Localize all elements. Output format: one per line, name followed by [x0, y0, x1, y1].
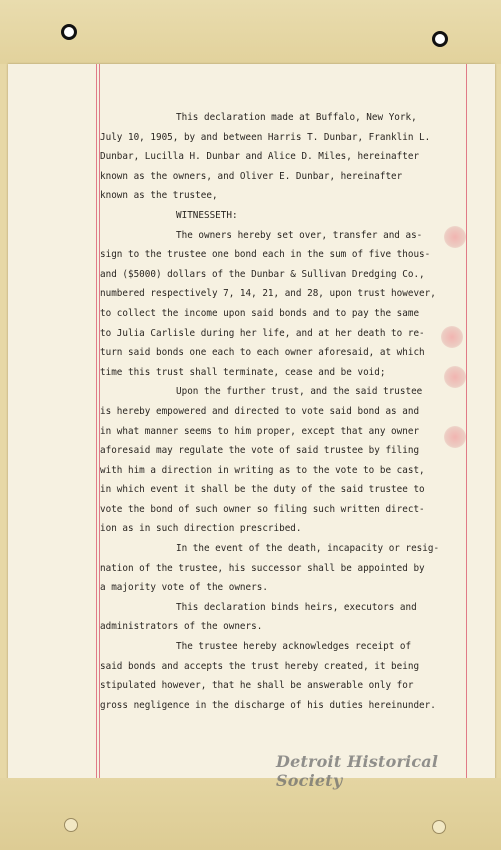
binder-hole-bottom-right — [432, 820, 446, 834]
document-line: ion as in such direction prescribed. — [100, 523, 302, 535]
document-line: Dunbar, Lucilla H. Dunbar and Alice D. Miles, hereinafter — [100, 151, 420, 163]
document-line: with him a direction in writing as to the vote to be cast, — [100, 464, 425, 476]
watermark: Detroit Historical Society — [276, 752, 439, 790]
document-line: nation of the trustee, his successor shall be appointed by — [100, 562, 425, 574]
document-line: aforesaid may regulate the vote of said trustee by filing — [100, 445, 420, 457]
document-line: in which event it shall be the duty of the said trustee to — [100, 484, 425, 496]
document-line: administrators of the owners. — [100, 621, 263, 633]
document-line: is hereby empowered and directed to vote said bond as and — [100, 405, 420, 417]
document-line: This declaration made at Buffalo, New York, — [176, 112, 417, 123]
document-line: The owners hereby set over, transfer and as- — [176, 229, 423, 241]
binder-hole-bottom-left — [64, 818, 78, 832]
document-line: gross negligence in the discharge of his duties hereinunder. — [100, 699, 436, 711]
document-line: vote the bond of such owner so filing such written direct- — [100, 503, 425, 515]
document-line: to collect the income upon said bonds and to pay the same — [100, 307, 420, 319]
document-line: WITNESSETH: — [176, 209, 238, 221]
document-line: and ($5000) dollars of the Dunbar & Sullivan Dredging Co., — [100, 268, 425, 280]
binder-hole-top-left — [61, 24, 77, 40]
document-line: a majority vote of the owners. — [100, 582, 268, 594]
left-margin-rule — [96, 64, 97, 780]
document-line: July 10, 1905, by and between Harris T. Dunbar, Franklin L. — [100, 131, 431, 143]
document-line: in what manner seems to him proper, except that any owner — [100, 425, 420, 437]
document-line: In the event of the death, incapacity or resig- — [176, 543, 440, 555]
declaration-text — [100, 108, 470, 715]
document-line: sign to the trustee one bond each in the sum of five thous- — [100, 249, 431, 261]
document-line: known as the owners, and Oliver E. Dunbar, hereinafter — [100, 170, 403, 182]
document-line: stipulated however, that he shall be answerable only for — [100, 680, 414, 692]
document-line: to Julia Carlisle during her life, and at her death to re- — [100, 327, 425, 339]
document-line: said bonds and accepts the trust hereby created, it being — [100, 660, 420, 672]
document-line: numbered respectively 7, 14, 21, and 28, upon trust however, — [100, 288, 436, 300]
document-line: time this trust shall terminate, cease and be void; — [100, 366, 386, 378]
document-line: This declaration binds heirs, executors and — [176, 601, 417, 613]
document-line: Upon the further trust, and the said trustee — [176, 386, 423, 398]
binder-hole-top-right — [432, 31, 448, 47]
document-line: known as the trustee, — [100, 190, 218, 202]
document-line: The trustee hereby acknowledges receipt of — [176, 641, 412, 653]
document-line: turn said bonds one each to each owner aforesaid, at which — [100, 347, 425, 359]
